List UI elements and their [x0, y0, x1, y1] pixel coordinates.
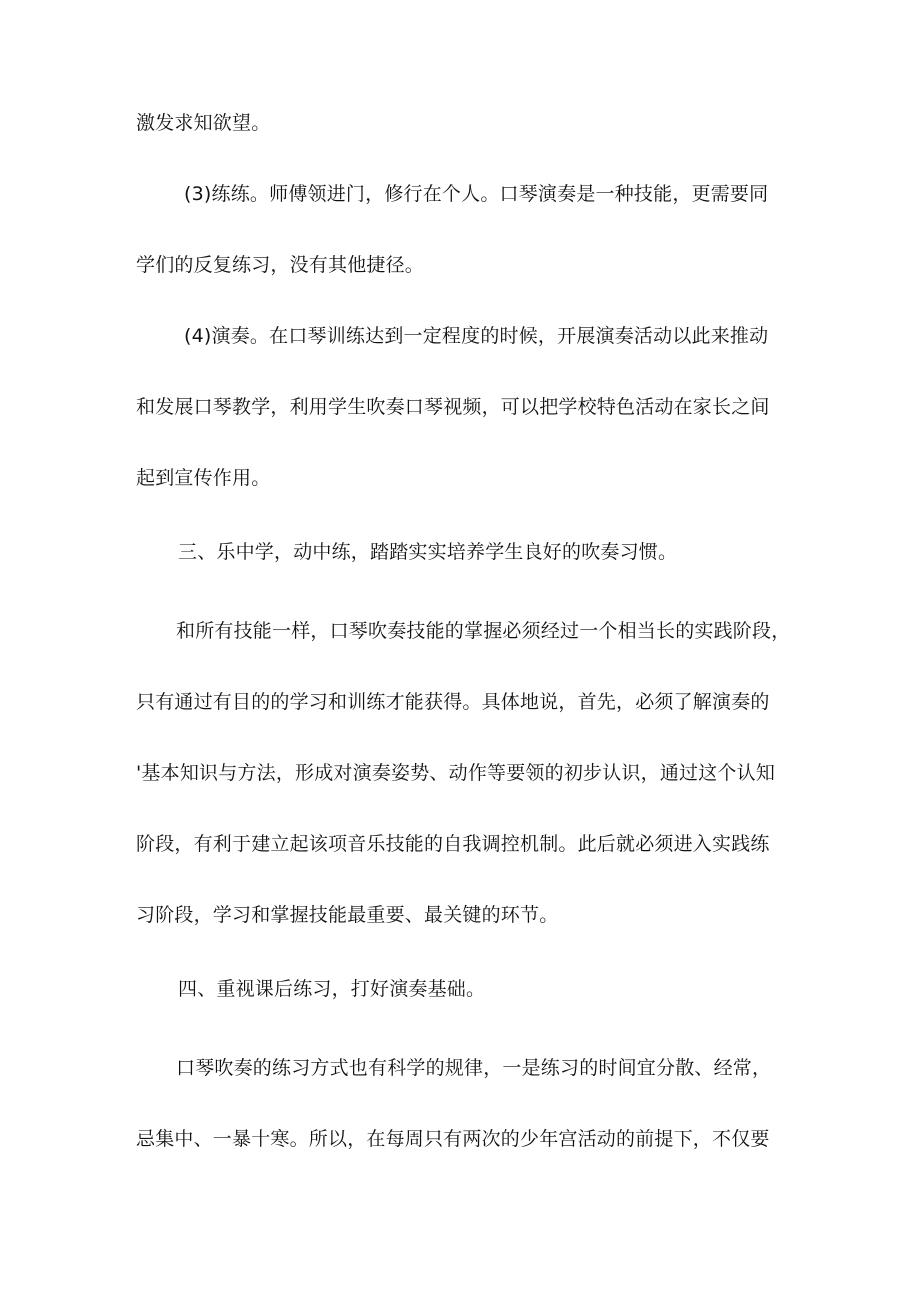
text-line: 和发展口琴教学，利用学生吹奏口琴视频，可以把学校特色活动在家长之间 — [136, 396, 770, 418]
paragraph-performance: (4)演奏。在口琴训练达到一定程度的时候，开展演奏活动以此来推动 — [184, 325, 769, 347]
text-line: 只有通过有目的的学习和训练才能获得。具体地说，首先，必须了解演奏的 — [136, 691, 770, 713]
text-line: '基本知识与方法，形成对演奏姿势、动作等要领的初步认识，通过这个认知 — [136, 762, 776, 784]
paragraph-practice: (3)练练。师傅领进门，修行在个人。口琴演奏是一种技能，更需要同 — [184, 183, 769, 205]
text-line: 习阶段，学习和掌握技能最重要、最关键的环节。 — [136, 904, 559, 926]
text-line: 忌集中、一暴十寒。所以，在每周只有两次的少年宫活动的前提下，不仅要 — [136, 1128, 770, 1150]
section-heading-four: 四、重视课后练习，打好演奏基础。 — [178, 978, 486, 1000]
text-line: 阶段，有利于建立起该项音乐技能的自我调控机制。此后就必须进入实践练 — [136, 833, 770, 855]
text-line: 学们的反复练习，没有其他捷径。 — [136, 254, 425, 276]
text-line: 起到宣传作用。 — [136, 467, 271, 489]
text-line: 激发求知欲望。 — [136, 112, 271, 134]
section-heading-three: 三、乐中学，动中练，踏踏实实培养学生良好的吹奏习惯。 — [178, 541, 678, 563]
paragraph-skills: 和所有技能一样，口琴吹奏技能的掌握必须经过一个相当长的实践阶段， — [176, 620, 791, 642]
paragraph-methods: 口琴吹奏的练习方式也有科学的规律，一是练习的时间宜分散、经常， — [176, 1057, 772, 1079]
